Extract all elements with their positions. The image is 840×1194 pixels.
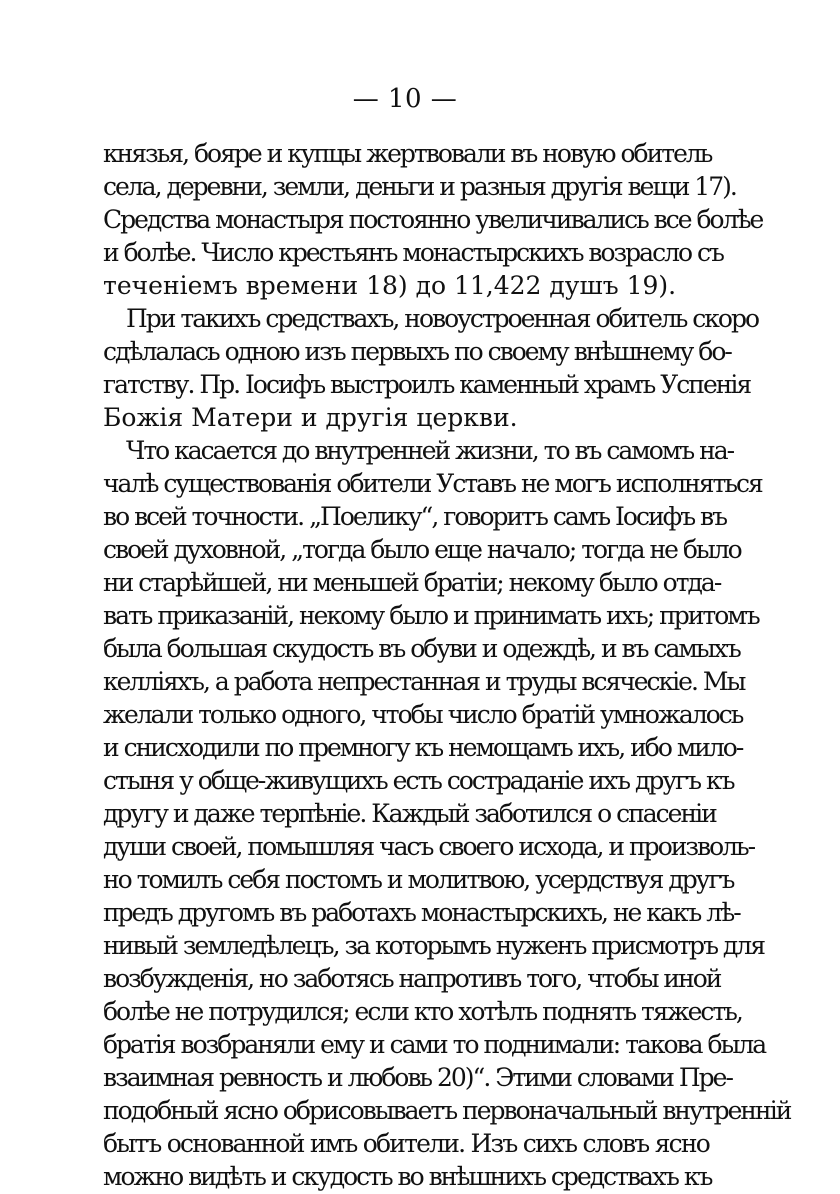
text-line: во всей точности. „Поелику“, говоритъ самъ Іосифъ въ (103, 502, 727, 531)
text-line: бытъ основанной имъ обители. Изъ сихъ словъ ясно (103, 1129, 709, 1158)
text-line: другу и даже терпѣніе. Каждый заботился о спасеніи (103, 799, 716, 828)
text-line: ни старѣйшей, ни меньшей братіи; некому было отда- (103, 568, 721, 597)
text-line: была большая скудость въ обуви и одеждѣ, и въ самыхъ (103, 634, 740, 663)
text-line: князья, бояре и купцы жертвовали въ новую обитель (103, 139, 712, 168)
text-line: Что касается до внутренней жизни, то въ самомъ на- (126, 436, 734, 465)
text-line: взаимная ревность и любовь 20)“. Этими словами Пре- (103, 1063, 732, 1092)
text-line: нивый земледѣлецъ, за которымъ нуженъ присмотръ для (103, 931, 764, 960)
text-line: души своей, помышляя часъ своего исхода, и произволь- (103, 832, 755, 861)
text-line: подобный ясно обрисовываетъ первоначальный внутренній (103, 1096, 791, 1125)
text-line: предъ другомъ въ работахъ монастырскихъ, не какъ лѣ- (103, 898, 740, 927)
text-line: чалѣ существованія обители Уставъ не могъ исполняться (103, 469, 762, 498)
page-number: — 10 — (352, 84, 458, 114)
text-line: желали только одного, чтобы число братій умножалось (103, 700, 743, 729)
text-line: возбужденія, но заботясь напротивъ того, чтобы иной (103, 964, 721, 993)
text-line: можно видѣть и скудость во внѣшнихъ средствахъ къ (103, 1162, 712, 1191)
text-line: При такихъ средствахъ, новоустроенная обитель скоро (126, 304, 759, 333)
text-line: и болѣе. Число крестьянъ монастырскихъ возрасло съ (103, 238, 723, 267)
text-line: теченіемъ времени 18) до 11,422 душъ 19). (103, 271, 677, 300)
text-line: келліяхъ, а работа непрестанная и труды всяческіе. Мы (103, 667, 745, 696)
text-line: братія возбраняли ему и сами то поднимали: такова была (103, 1030, 766, 1059)
text-line: Божія Матери и другія церкви. (103, 403, 518, 432)
text-line: вать приказаній, некому было и принимать ихъ; притомъ (103, 601, 759, 630)
text-line: Средства монастыря постоянно увеличивались все болѣе (103, 205, 763, 234)
text-line: своей духовной, „тогда было еще начало; тогда не было (103, 535, 741, 564)
text-line: болѣе не потрудился; если кто хотѣлъ поднять тяжесть, (103, 997, 742, 1026)
text-line: села, деревни, земли, деньги и разныя другія вещи 17). (103, 172, 736, 201)
text-line: и снисходили по премногу къ немощамъ ихъ, ибо мило- (103, 733, 743, 762)
text-line: сдѣлалась одною изъ первыхъ по своему внѣшнему бо- (103, 337, 731, 366)
text-line: гатству. Пр. Іосифъ выстроилъ каменный храмъ Успенія (103, 370, 751, 399)
text-line: стыня у обще-живущихъ есть состраданіе ихъ другъ къ (103, 766, 734, 795)
text-line: но томилъ себя постомъ и молитвою, усердствуя другъ (103, 865, 734, 894)
